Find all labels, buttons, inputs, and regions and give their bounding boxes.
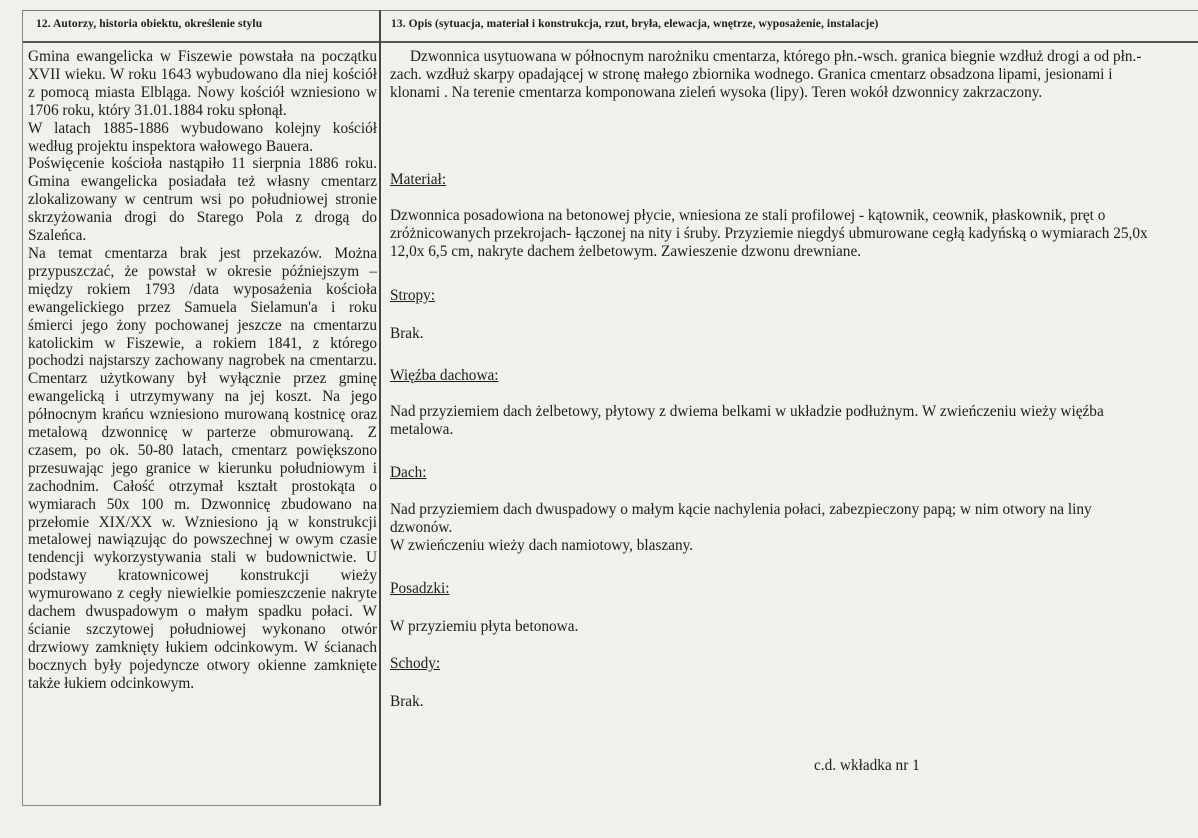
schody-heading: Schody: bbox=[390, 655, 441, 672]
wiezba-text: Nad przyziemiem dach żelbetowy, płytowy z dwiema belkami w układzie podłużnym. W zwieńczeniu wieży więźba metalowa. bbox=[390, 403, 1104, 438]
schody-text: Brak. bbox=[390, 693, 424, 710]
posadzki-heading: Posadzki: bbox=[390, 580, 450, 597]
stropy-text: Brak. bbox=[390, 325, 424, 342]
history-paragraph: W latach 1885-1886 wybudowano kolejny kościół według projektu inspektora wałowego Bauera. bbox=[28, 119, 377, 155]
history-paragraph: Gmina ewangelicka w Fiszewie powstała na początku XVII wieku. W roku 1643 wybudowano dla niej kościół z pomocą miasta Elbląga. Nowy kościół wzniesiono w 1706 roku, który 31.01.1884 roku spłonął. bbox=[28, 48, 377, 119]
dach-text: Nad przyziemiem dach dwuspadowy o małym kącie nachylenia połaci, zabezpieczony papą; w nim otwory na liny dzwonów. bbox=[390, 501, 1092, 536]
frame-line-top bbox=[22, 10, 1198, 11]
history-paragraph: Na temat cmentarza brak jest przekazów. Można przypuszczać, że powstał w okresie późniejszym – między rokiem 1793 /data wyposażenia kościoła ewangelickiego przez Samuela Sielamun'a i roku śmierci jego żony pochowanej jeszcze na cmentarzu katolickim w Fiszewie, a rokiem 1841, z którego pochodzi najstarszy zachowany nagrobek na cmentarzu. Cmentarz użytkowany był wyłącznie przez gminę ewangelicką i utrzymywany na jej koszt. Na jego północnym krańcu wzniesiono murowaną kostnicę oraz metalową dzwonnicę w parterze obmurowaną. Z czasem, po ok. 50-80 latach, cmentarz powiększono przesuwając jego granice w kierunku południowym i zachodnim. Całość otrzymał kształt prostokąta o wymiarach 50x 100 m. Dzwonnicę zbudowano na przełomie XIX/XX w. Wzniesiono ją w konstrukcji metalowej nawiązując do powszechnej w owym czasie tendencji wykorzystywania stali w budownictwie. U podstawy kratownicowej konstrukcji wieży wymurowano z cegły niewielkie pomieszczenie nakryte dachem dwuspadowym o małym spadku połaci. W ścianie szczytowej południowej wykonano otwór drzwiowy zamknięty łukiem odcinkowym. W ścianach bocznych były pojedyncze otwory okienne zamknięte także łukiem odcinkowym. bbox=[28, 244, 377, 692]
dach-text-crown: W zwieńczeniu wieży dach namiotowy, blaszany. bbox=[390, 537, 694, 554]
wiezba-heading: Więźba dachowa: bbox=[390, 367, 499, 384]
continuation-note: c.d. wkładka nr 1 bbox=[814, 757, 920, 774]
history-column bbox=[28, 48, 377, 693]
posadzki-text: W przyziemiu płyta betonowa. bbox=[390, 618, 579, 635]
column-divider bbox=[379, 10, 381, 806]
history-paragraph: Poświęcenie kościoła nastąpiło 11 sierpnia 1886 roku. Gmina ewangelicka posiadała też własny cmentarz zlokalizowany w centrum wsi po południowej stronie skrzyżowania drogi do Starego Pola z drogą do Szaleńca. bbox=[28, 155, 377, 245]
situation-text: Dzwonnica usytuowana w północnym narożniku cmentarza, którego płn.-wsch. granica biegnie wzdłuż drogi a od płn.-zach. wzdłuż skarpy opadającej w stronę małego zbiornika wodnego. Granica cmentarz obsadzona lipami, jesionami i klonami . Na terenie cmentarza komponowana zieleń wysoka (lipy). Teren wokół dzwonnicy zakrzaczony. bbox=[390, 48, 1142, 101]
frame-line-header bbox=[22, 41, 1198, 43]
section-12-header: 12. Autorzy, historia obiektu, określenie stylu bbox=[36, 18, 263, 30]
frame-line-bottom bbox=[22, 805, 381, 806]
stropy-heading: Stropy: bbox=[390, 287, 436, 304]
frame-line-left bbox=[22, 10, 23, 806]
material-heading: Materiał: bbox=[390, 171, 447, 188]
section-13-header: 13. Opis (sytuacja, materiał i konstrukcja, rzut, bryła, elewacja, wnętrze, wyposażenie, instalacje) bbox=[391, 18, 879, 30]
material-text: Dzwonnica posadowiona na betonowej płycie, wniesiona ze stali profilowej - kątownik, ceownik, płaskownik, pręt o zróżnicowanych przekrojach- łączonej na nity i śruby. Przyziemie niegdyś ubmurowane cegłą kadyńską o wymiarach 25,0x 12,0x 6,5 cm, nakryte dachem żelbetowym. Zawieszenie dzwonu drewniane. bbox=[390, 207, 1148, 260]
dach-heading: Dach: bbox=[390, 464, 427, 481]
